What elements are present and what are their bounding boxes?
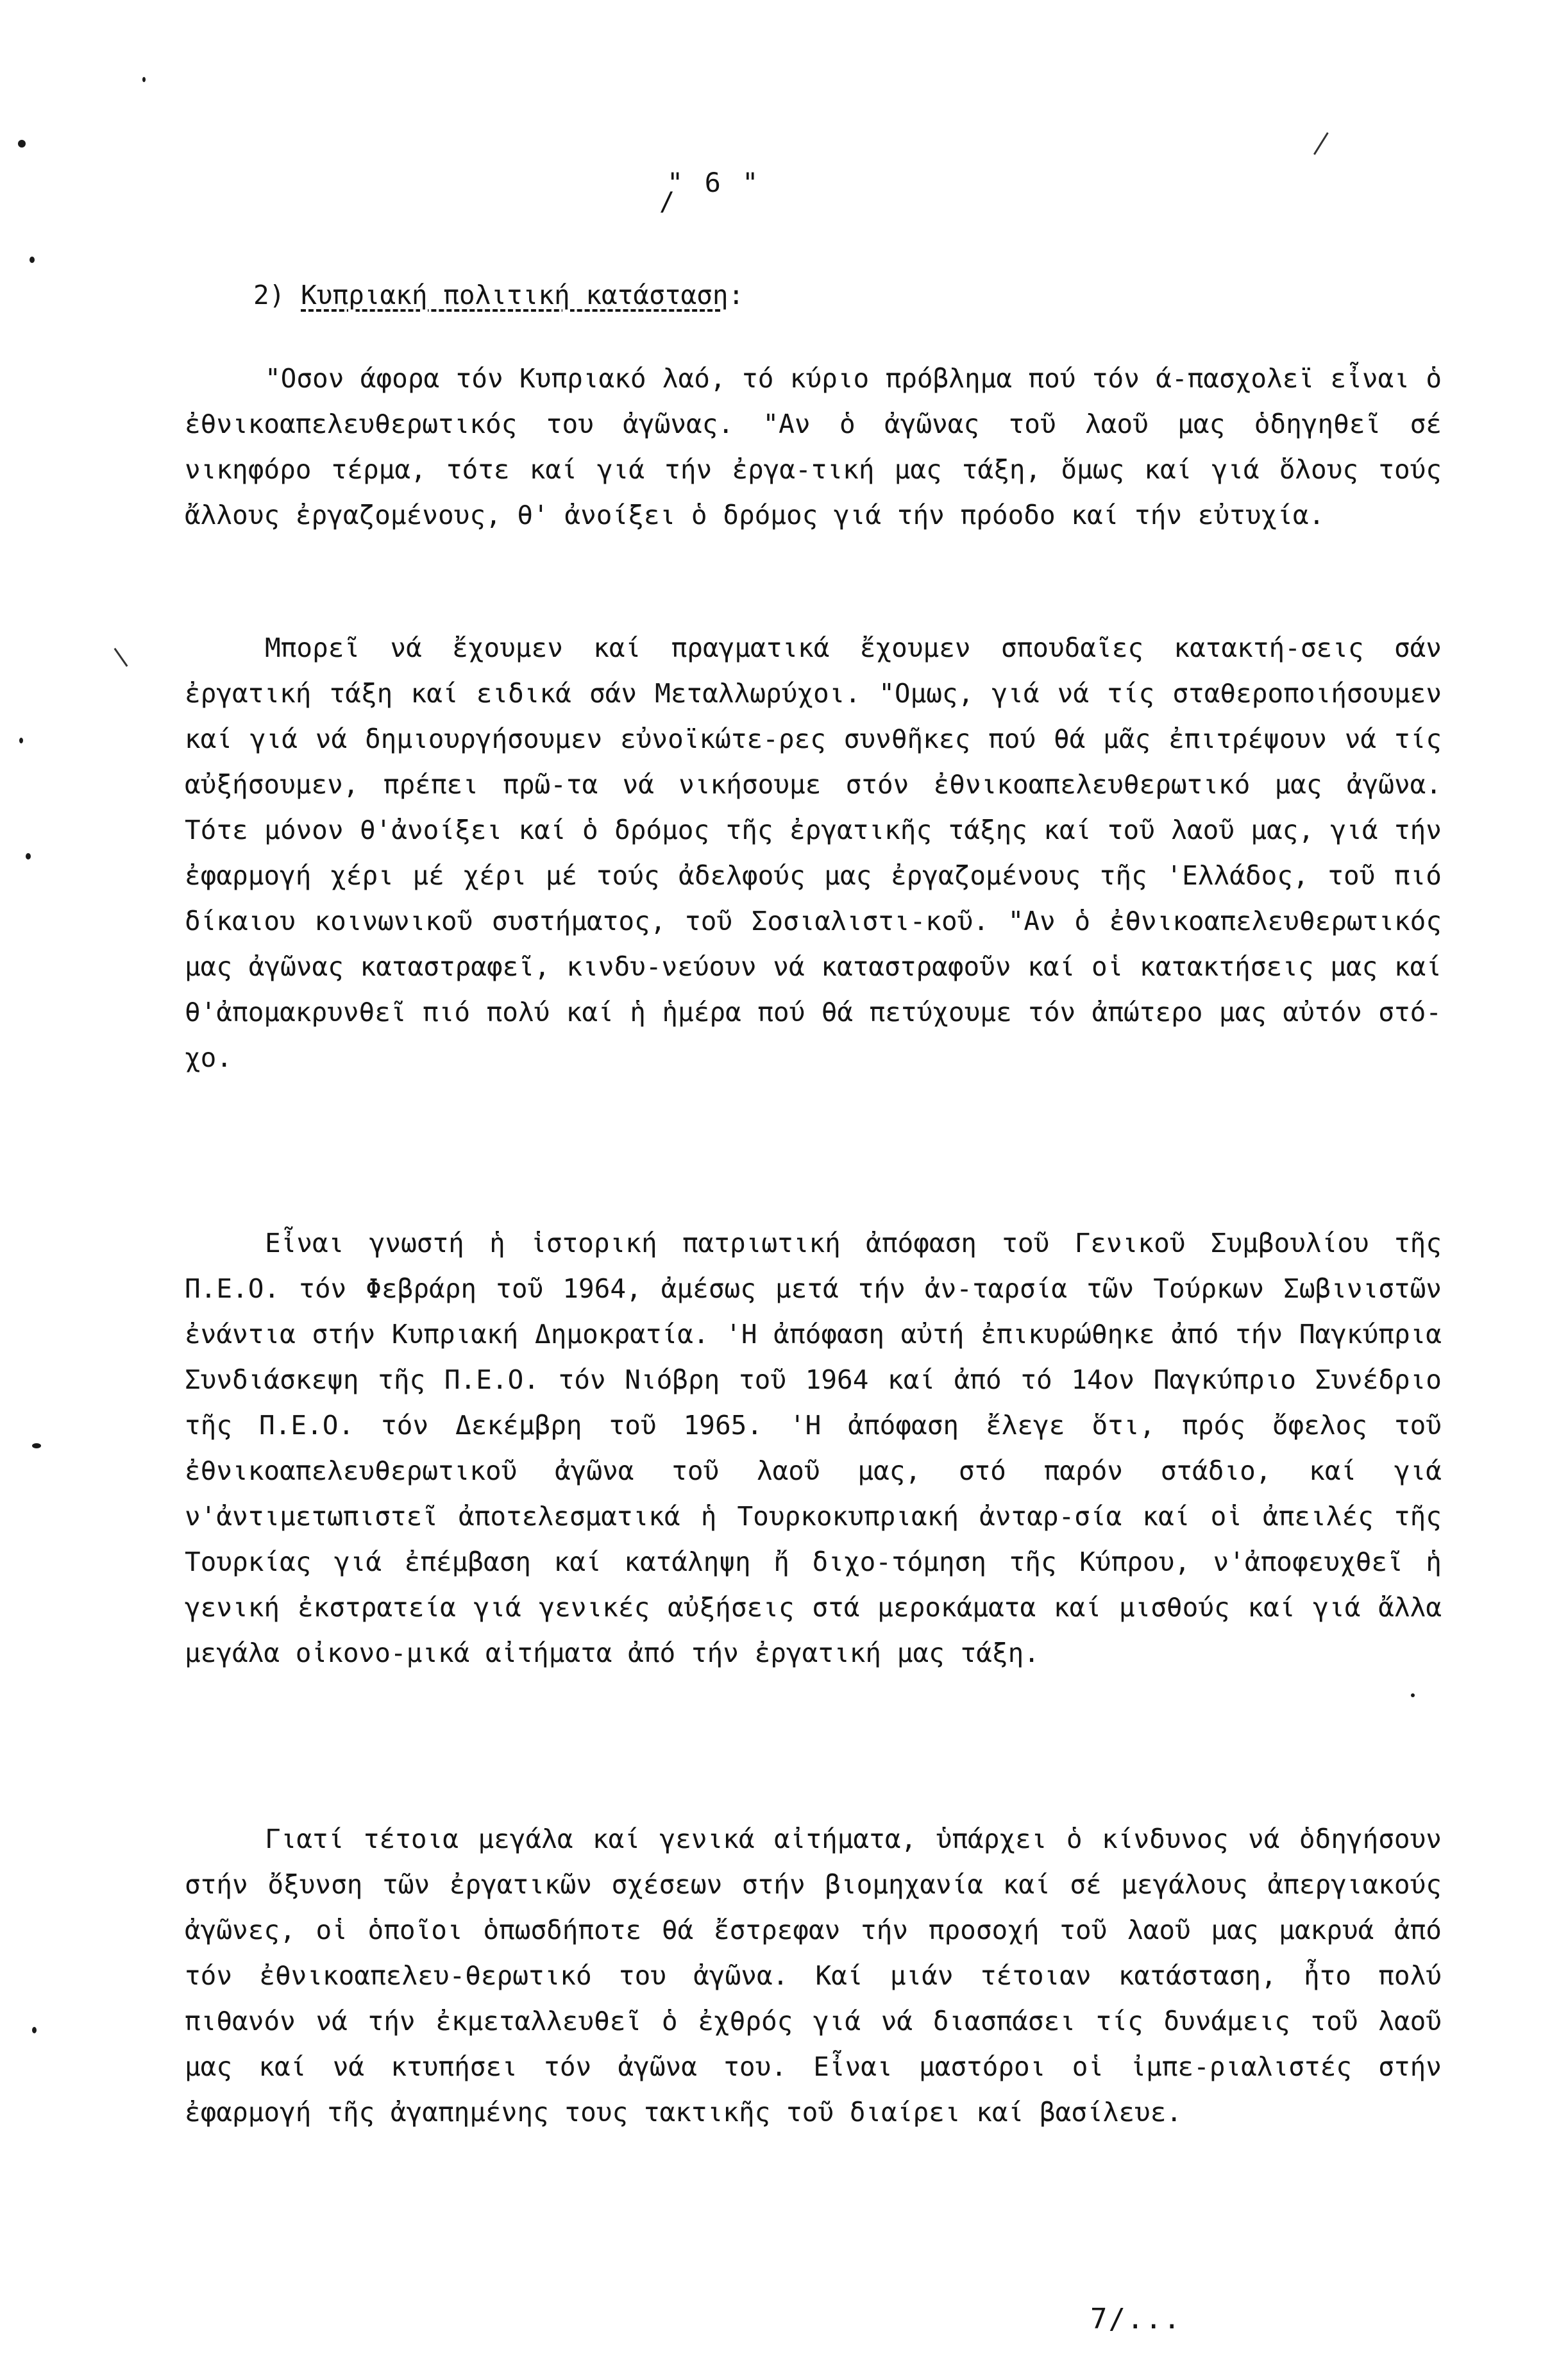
scan-speck bbox=[1411, 1693, 1415, 1697]
section-number: 2) bbox=[253, 280, 285, 310]
paragraph-4: Γιατί τέτοια μεγάλα καί γενικά αἰτήματα, ὑπάρχει ὁ κίνδυνος νά ὁδηγήσουν στήν ὄξυνση τῶν ἐργατικῶν σχέσεων στήν βιομηχανία καί σέ μεγάλους ἀπεργιακούς ἀγῶνες, οἱ ὁποῖοι ὁπωσδήποτε θά ἔστρεφαν τήν προσοχή τοῦ λαοῦ μας μακρυά ἀπό τόν ἐθνικοαπελευ-θερωτικό του ἀγῶνα. Καί μιάν τέτοιαν κατάσταση, ἦτο πολύ πιθανόν νά τήν ἐκμεταλλευθεῖ ὁ ἐχθρός γιά νά διασπάσει τίς δυνάμεις τοῦ λαοῦ μας καί νά κτυπήσει τόν ἀγῶνα του. Εἶναι μαστόροι οἱ ἰμπε-ριαλιστές στήν ἐφαρμογή τῆς ἀγαπημένης τους τακτικῆς τοῦ διαίρει καί βασίλευε. bbox=[185, 1824, 1442, 2128]
paragraph-3: Εἶναι γνωστή ἡ ἱστορική πατριωτική ἀπόφαση τοῦ Γενικοῦ Συμβουλίου τῆς Π.Ε.Ο. τόν Φεβράρη τοῦ 1964, ἀμέσως μετά τήν ἀν-ταρσία τῶν Τούρκων Σωβινιστῶν ἐνάντια στήν Κυπριακή Δημοκρατία. 'Η ἀπόφαση αὐτή ἐπικυρώθηκε ἀπό τήν Παγκύπρια Συνδιάσκεψη τῆς Π.Ε.Ο. τόν Νιόβρη τοῦ 1964 καί ἀπό τό 14ον Παγκύπριο Συνέδριο τῆς Π.Ε.Ο. τόν Δεκέμβρη τοῦ 1965. 'Η ἀπόφαση ἔλεγε ὅτι, πρός ὄφελος τοῦ ἐθνικοαπελευθερωτικοῦ ἀγῶνα τοῦ λαοῦ μας, στό παρόν στάδιο, καί γιά ν'ἀντιμετωπιστεῖ ἀποτελεσματικά ἡ Τουρκοκυπριακή ἀνταρ-σία καί οἱ ἀπειλές τῆς Τουρκίας γιά ἐπέμβαση καί κατάληψη ἤ διχο-τόμηση τῆς Κύπρου, ν'ἀποφευχθεῖ ἡ γενική ἐκστρατεία γιά γενικές αὐξήσεις στά μεροκάματα καί μισθούς καί γιά ἄλλα μεγάλα οἰκονο-μικά αἰτήματα ἀπό τήν ἐργατική μας τάξη. bbox=[185, 1228, 1442, 1668]
scan-speck bbox=[32, 1443, 41, 1448]
margin-mark bbox=[114, 648, 128, 667]
margin-mark bbox=[1313, 132, 1329, 155]
scan-speck bbox=[30, 257, 35, 263]
scan-speck bbox=[18, 140, 26, 148]
paragraph-1: "Οσον άφορα τόν Κυπριακό λαό, τό κύριο πρόβλημα πού τόν ά-πασχολεϊ εἶναι ὁ ἐθνικοαπελευθερωτικός του ἀγῶνας. "Αν ὁ ἀγῶνας τοῦ λαοῦ μας ὁδηγηθεῖ σέ νικηφόρο τέρμα, τότε καί γιά τήν ἐργα-τική μας τάξη, ὅμως καί γιά ὅλους τούς ἄλλους ἐργαζομένους, θ' ἀνοίξει ὁ δρόμος γιά τήν πρόοδο καί τήν εὐτυχία. bbox=[185, 363, 1442, 530]
scan-speck bbox=[19, 738, 23, 743]
scan-speck bbox=[26, 853, 31, 860]
section-title: Κυπριακή πολιτική κατάσταση bbox=[301, 280, 729, 310]
section-colon: : bbox=[728, 280, 745, 310]
scan-speck bbox=[32, 2027, 37, 2033]
section-heading bbox=[253, 276, 744, 314]
page-number-slash-mark: / bbox=[659, 187, 675, 217]
scan-speck bbox=[142, 77, 146, 82]
continuation-marker: 7/... bbox=[1090, 2303, 1182, 2335]
page-number: " 6 " bbox=[667, 167, 761, 198]
paragraph-2: Μπορεῖ νά ἔχουμεν καί πραγματικά ἔχουμεν σπουδαῖες κατακτή-σεις σάν ἐργατική τάξη καί ειδικά σάν Μεταλλωρύχοι. "Ομως, γιά νά τίς σταθεροποιήσουμεν καί γιά νά δημιουργήσουμεν εὐνοϊκώτε-ρες συνθῆκες πού θά μᾶς ἐπιτρέψουν νά τίς αὐξήσουμεν, πρέπει πρῶ-τα νά νικήσουμε στόν ἐθνικοαπελευθερωτικό μας ἀγῶνα. Τότε μόνον θ'ἀνοίξει καί ὁ δρόμος τῆς ἐργατικῆς τάξης καί τοῦ λαοῦ μας, γιά τήν ἐφαρμογή χέρι μέ χέρι μέ τούς ἀδελφούς μας ἐργαζομένους τῆς 'Ελλάδος, τοῦ πιό δίκαιου κοινωνικοῦ συστήματος, τοῦ Σοσιαλιστι-κοῦ. "Αν ὁ ἐθνικοαπελευθερωτικός μας ἀγῶνας καταστραφεῖ, κινδυ-νεύουν νά καταστραφοῦν καί οἱ κατακτήσεις μας καί θ'ἀπομακρυνθεῖ πιό πολύ καί ἡ ἡμέρα πού θά πετύχουμε τόν ἀπώτερο μας αὐτόν στό-χο. bbox=[185, 632, 1442, 1073]
